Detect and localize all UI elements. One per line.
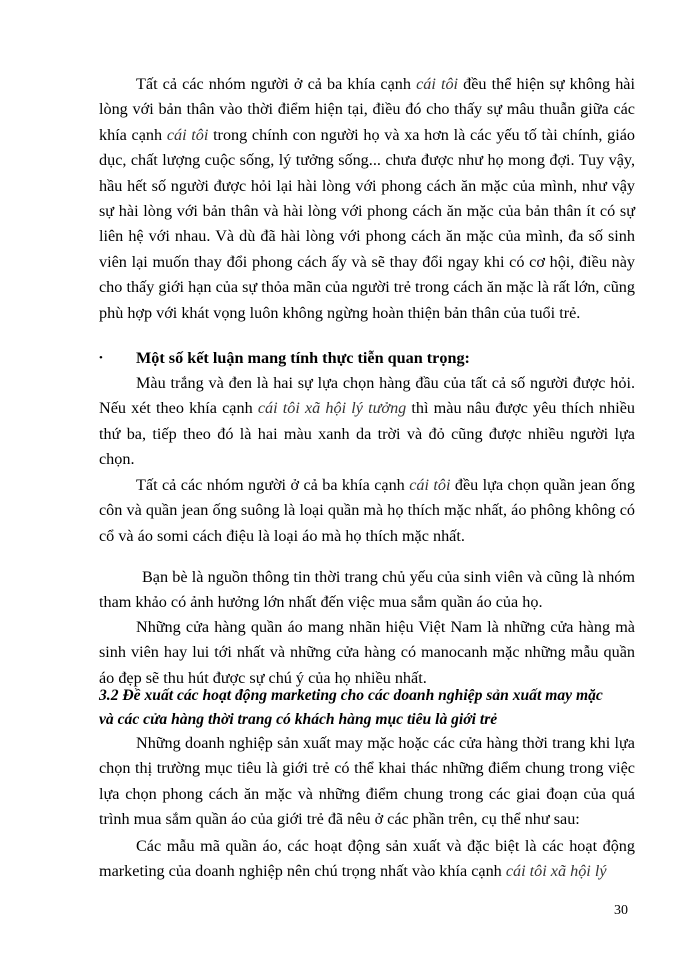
- paragraph-businesses: Những doanh nghiệp sản xuất may mặc hoặc các cửa hàng thời trang khi lựa chọn thị trường mục tiêu là giới trẻ có thể khai thác những điểm chung trong việc lựa chọn phong cách ăn mặc và những điểm chung trong các giai đoạn của quá trình mua sắm quần áo của giới trẻ đã nêu ở các phần trên, cụ thể như sau:: [99, 734, 635, 829]
- italic-term: cái tôi xã hội lý: [505, 862, 607, 881]
- italic-term: cái tôi: [416, 75, 459, 93]
- page-number: 30: [614, 903, 628, 918]
- italic-term: cái tôi: [409, 476, 451, 494]
- section-heading-line-1: 3.2 Đề xuất các hoạt động marketing cho các doanh nghiệp sản xuất may mặc: [99, 687, 603, 704]
- section-heading-line-2: và các cửa hàng thời trang có khách hàng mục tiêu là giới trẻ: [99, 711, 498, 729]
- bullet-icon: •: [99, 352, 103, 364]
- paragraph-self-dissatisfaction: Tất cả các nhóm người ở cả ba khía cạnh cái tôi đều thể hiện sự không hài lòng với bản thân vào thời điểm hiện tại, điều đó cho thấy sự mâu thuẫn giữa các khía cạnh cái tôi trong chính con người họ và xa hơn là các yếu tố tài chính, giáo dục, chất lượng cuộc sống, lý tưởng sống... chưa được như họ mong đợi. Tuy vậy, hầu hết số người được hỏi lại hài lòng với phong cách ăn mặc của mình, như vậy sự hài lòng với bản thân và hài lòng với phong cách ăn mặc của bản thân ít có sự liên hệ với nhau. Và dù đã hài lòng với phong cách ăn mặc của mình, đa số sinh viên lại muốn thay đổi phong cách ấy và sẽ thay đổi ngay khi có cơ hội, điều này cho thấy giới hạn của sự thỏa mãn của người trẻ trong cách ăn mặc là rất lớn, cũng phù hợp với khát vọng luôn không ngừng hoàn thiện bản thân của tuổi trẻ.: [99, 75, 635, 322]
- bullet-heading-text: Một số kết luận mang tính thực tiễn quan trọng:: [136, 349, 470, 367]
- paragraph-products: Các mẫu mã quần áo, các hoạt động sản xuất và đặc biệt là các hoạt động marketing của doanh nghiệp nên chú trọng nhất vào khía cạnh cái tôi xã hội lý: [99, 837, 635, 881]
- italic-term: cái tôi: [166, 125, 209, 144]
- paragraph-stores: Những cửa hàng quần áo mang nhãn hiệu Việt Nam là những cửa hàng mà sinh viên hay lui tới nhất và những cửa hàng có manocanh mặc những mẫu quần áo đẹp sẽ thu hút được sự chú ý của họ nhiều nhất.: [99, 618, 635, 687]
- paragraph-jeans: Tất cả các nhóm người ở cả ba khía cạnh cái tôi đều lựa chọn quần jean ống côn và quần jean ống suông là loại quần mà họ thích mặc nhất, áo phông không có cổ và áo somi cách điệu là loại áo mà họ thích mặc nhất.: [99, 476, 635, 545]
- paragraph-friends: Bạn bè là nguồn thông tin thời trang chủ yếu của sinh viên và cũng là nhóm tham khảo có ảnh hưởng lớn nhất đến việc mua sắm quần áo của họ.: [99, 568, 635, 612]
- italic-term: cái tôi xã hội lý tưởng: [257, 399, 407, 418]
- section-heading-3-2: [99, 684, 639, 733]
- paragraph-colors: Màu trắng và đen là hai sự lựa chọn hàng đầu của tất cả số người được hỏi. Nếu xét theo khía cạnh cái tôi xã hội lý tưởng thì màu nâu được yêu thích nhiều thứ ba, tiếp theo đó là hai màu xanh da trời và đỏ cũng được nhiều người lựa chọn.: [99, 374, 635, 469]
